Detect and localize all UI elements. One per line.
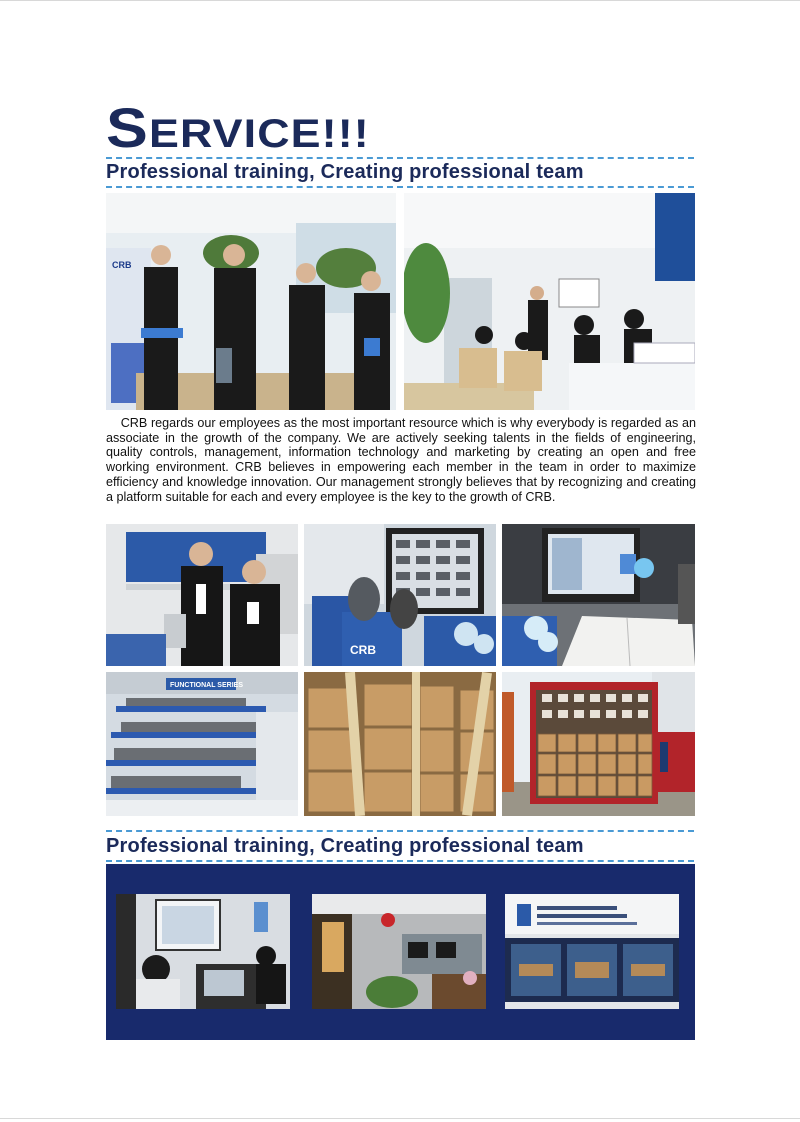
divider-bottom-1 [106, 830, 694, 832]
photo-cartons [304, 672, 496, 816]
title-rest: ERVICE!!! [148, 112, 370, 156]
box-brand-text: CRB [350, 643, 376, 657]
divider-bottom-2 [106, 860, 694, 862]
page-title [106, 98, 370, 164]
divider-top-1 [106, 157, 694, 159]
bottom-border [0, 1118, 800, 1119]
divider-top-2 [106, 186, 694, 188]
photo-parts-monitor [304, 524, 496, 666]
photo-training-session [404, 193, 695, 410]
photo-shipping-container [502, 672, 695, 816]
photo-staff-group [106, 193, 396, 410]
title-initial: S [106, 96, 149, 159]
photo-catalog-desk [502, 524, 695, 666]
subheading-top: Professional training, Creating professional team [106, 161, 584, 183]
poster-logo-text: CRB [112, 260, 132, 270]
photo-showroom-cabinet [505, 894, 679, 1009]
display-sign-text: FUNCTIONAL SERIES [170, 682, 243, 689]
subheading-bottom: Professional training, Creating professional team [106, 835, 584, 857]
photo-office-hall [312, 894, 486, 1009]
photo-display-shelves [106, 672, 298, 816]
photo-panel [106, 864, 695, 1040]
photo-computer-training [116, 894, 290, 1009]
photo-staff-warehouse [106, 524, 298, 666]
intro-paragraph-text: CRB regards our employees as the most important resource which is why everybody is regarded as an associate in the growth of the company. We are actively seeking talents in the fields of engineering, quality controls, management, information technology and marketing by creating an open and free working environment. CRB believes in empowering each member in the team in order to maximize efficiency and knowledge innovation. Our management strongly believes that by recognizing and creating a platform suitable for each and every employee is the key to the growth of CRB. [106, 416, 696, 504]
intro-paragraph [106, 416, 696, 504]
top-border [0, 0, 800, 1]
